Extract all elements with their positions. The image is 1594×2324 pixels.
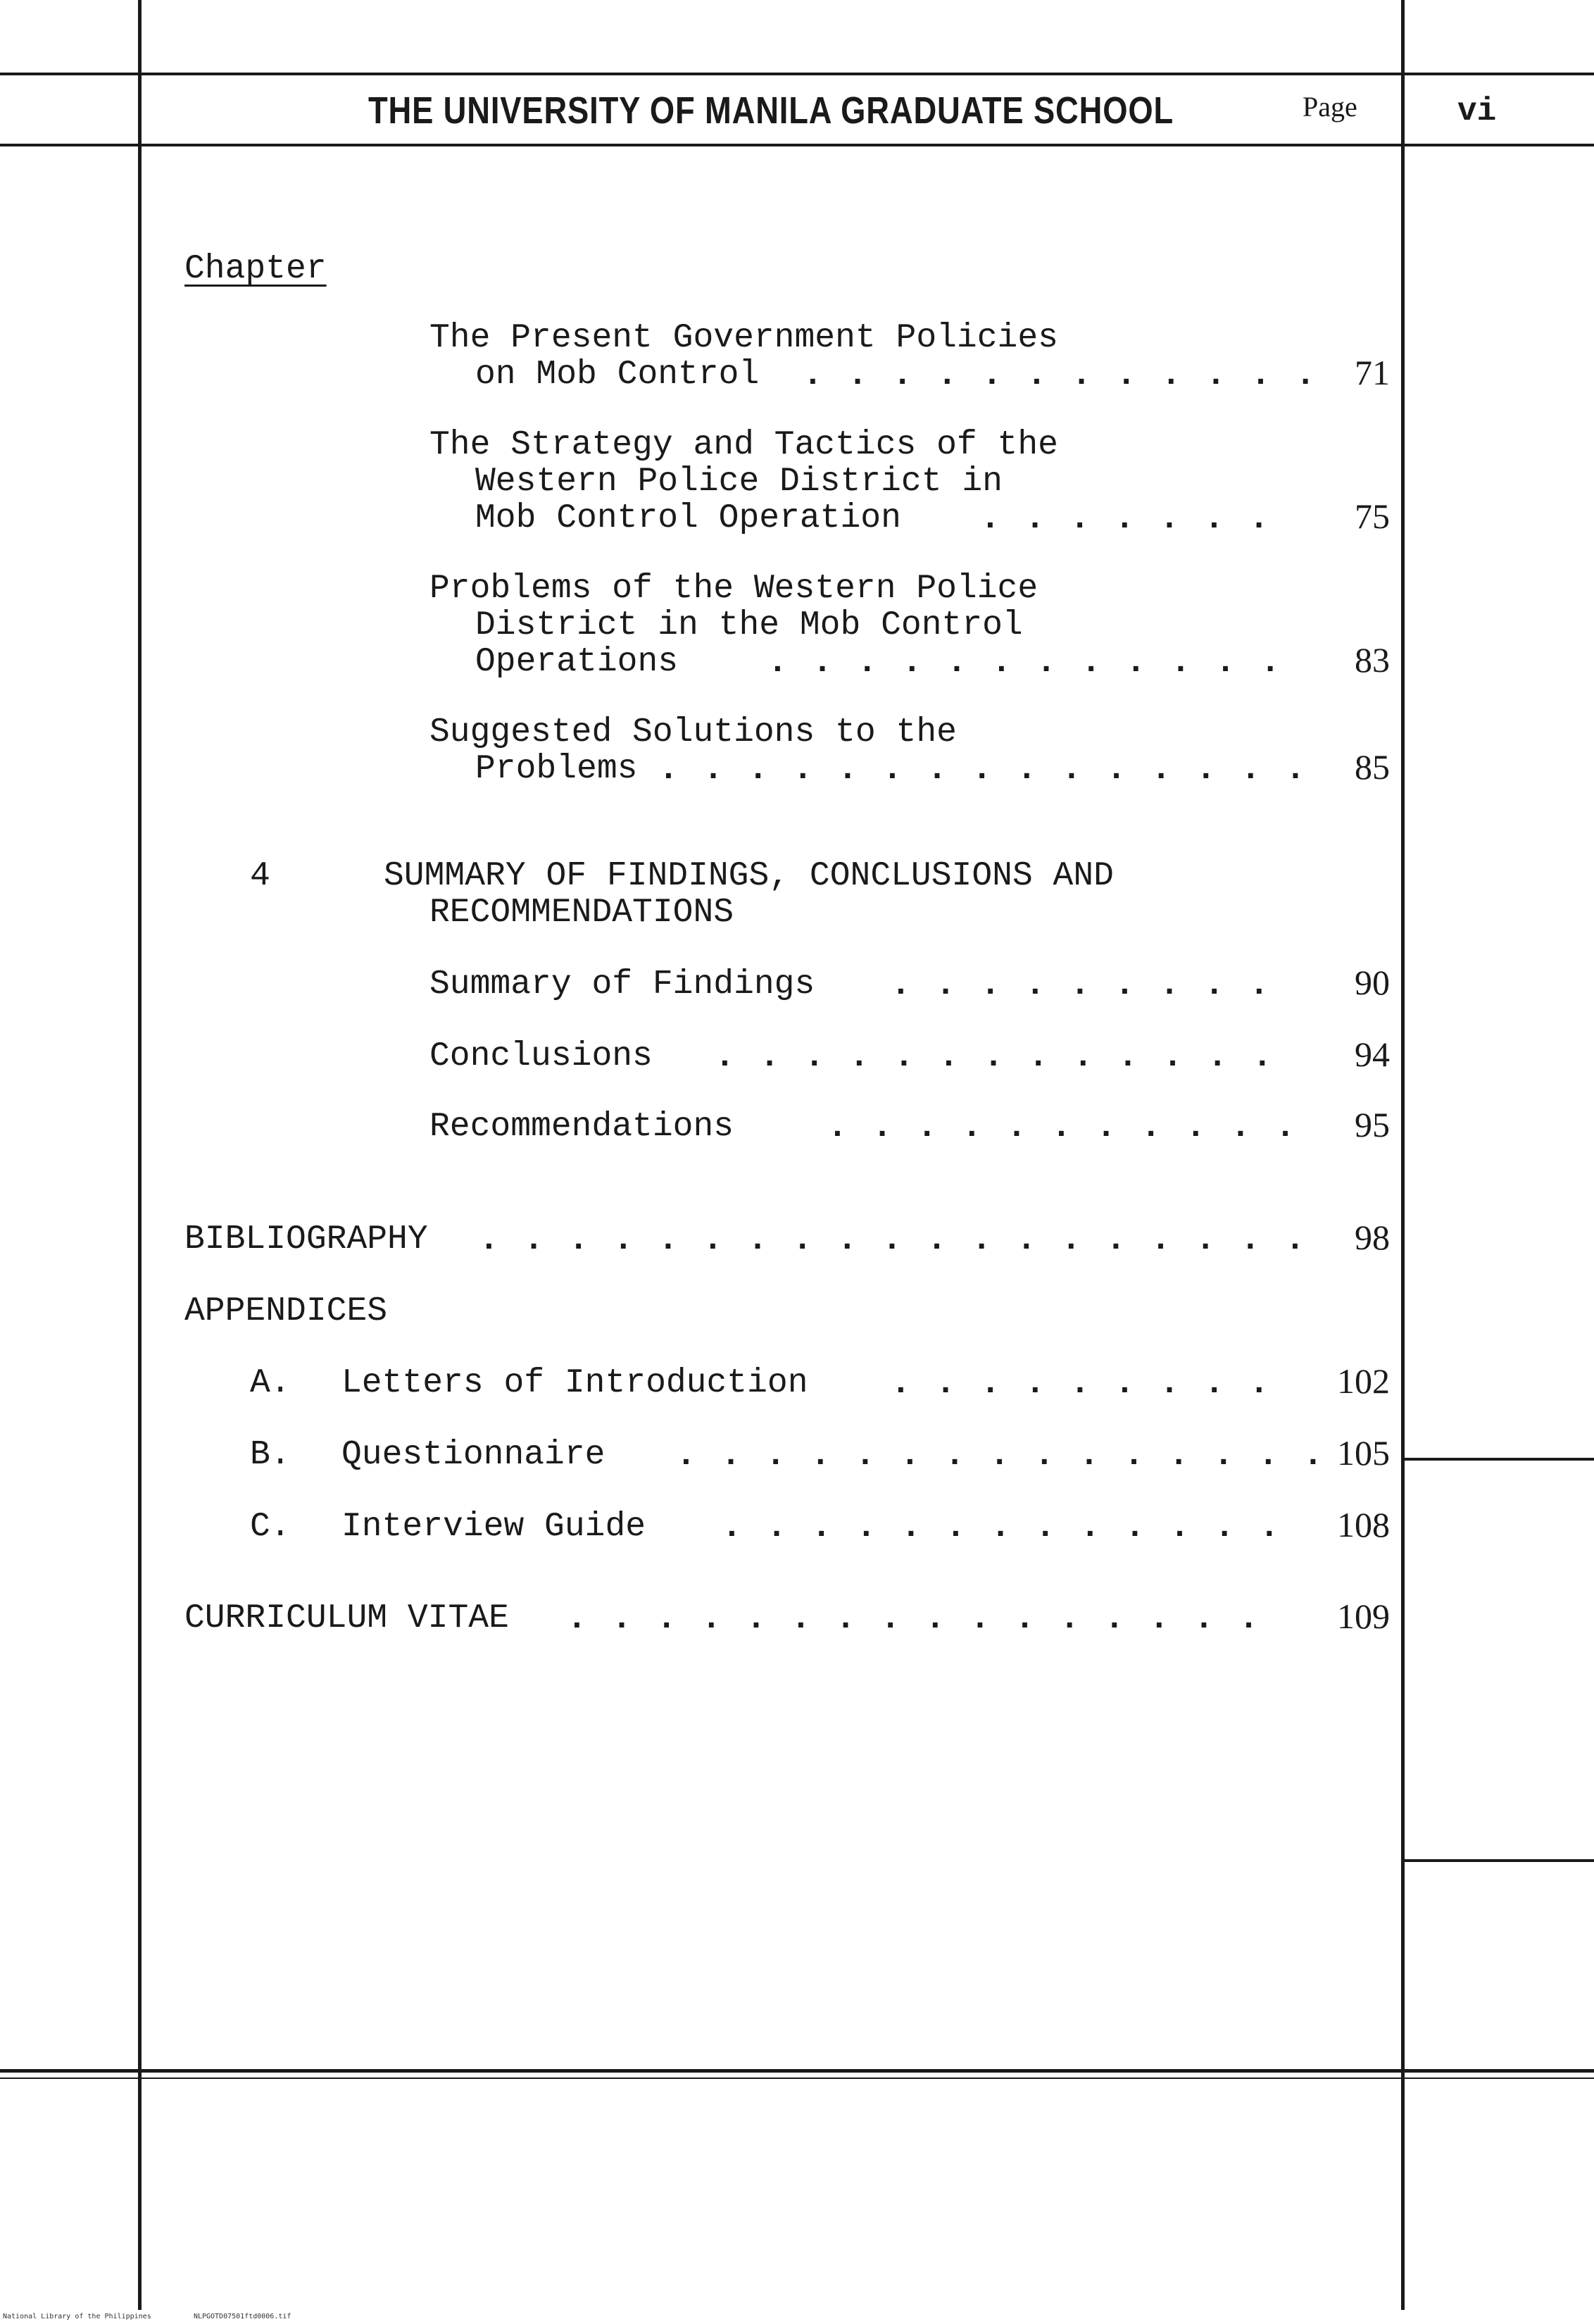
appendix-c-letter: C. [250, 1508, 291, 1546]
leader-dots: . . . . . . . . . . . . . . . . [567, 1600, 1261, 1638]
toc-recommendations-page: 95 [1355, 1105, 1390, 1144]
toc-curriculum-page: 109 [1337, 1597, 1390, 1636]
left-margin-rule [138, 0, 142, 2310]
toc-s3-page: 83 [1355, 640, 1390, 680]
toc-s4-line1: Suggested Solutions to the [429, 713, 957, 751]
appendix-b-label: Questionnaire [341, 1436, 605, 1474]
toc-s2-line3: Mob Control Operation [475, 499, 901, 537]
chapter-heading: Chapter [184, 250, 327, 288]
toc-s2-line2: Western Police District in [475, 463, 1003, 501]
appendix-a-label: Letters of Introduction [341, 1364, 808, 1402]
toc-s4-line2: Problems [475, 750, 638, 788]
leader-dots: . . . . . . . . . . . . . . . [676, 1437, 1326, 1475]
toc-s2-line1: The Strategy and Tactics of the [429, 426, 1058, 464]
toc-summary-label: Summary of Findings [429, 966, 815, 1004]
right-side-rule-1 [1401, 1458, 1594, 1461]
appendix-a-page: 102 [1337, 1361, 1390, 1401]
chapter-4-number: 4 [250, 857, 270, 895]
header-bottom-rule [0, 144, 1594, 146]
leader-dots: . . . . . . . . . . . [827, 1108, 1298, 1147]
toc-s3-line2: District in the Mob Control [475, 606, 1023, 644]
leader-dots: . . . . . . . . . . . . [803, 356, 1318, 394]
toc-appendices-label: APPENDICES [184, 1292, 388, 1330]
header-page-label: Page [1303, 91, 1357, 123]
chapter-4-title-line1: SUMMARY OF FINDINGS, CONCLUSIONS AND [384, 857, 1114, 895]
leader-dots: . . . . . . . . . . . . . . . [658, 751, 1308, 789]
toc-conclusions-label: Conclusions [429, 1037, 653, 1075]
leader-dots: . . . . . . . . . . . . . . . . . . . [479, 1221, 1307, 1259]
header-page-number: vi [1457, 93, 1497, 130]
leader-dots: . . . . . . . . . . . . . [722, 1508, 1282, 1547]
leader-dots: . . . . . . . . . [891, 966, 1272, 1004]
right-margin-rule [1401, 0, 1405, 2310]
footer-note [3, 2313, 291, 2320]
appendix-c-page: 108 [1337, 1505, 1390, 1544]
toc-s3-line1: Problems of the Western Police [429, 570, 1038, 608]
bottom-rule [0, 2069, 1594, 2073]
chapter-4-title-line2: RECOMMENDATIONS [429, 894, 734, 932]
toc-summary-page: 90 [1355, 963, 1390, 1002]
appendix-a-letter: A. [250, 1364, 291, 1402]
toc-s1-line1: The Present Government Policies [429, 319, 1058, 357]
toc-recommendations-label: Recommendations [429, 1108, 734, 1146]
bottom-rule-second [0, 2078, 1594, 2079]
appendix-c-label: Interview Guide [341, 1508, 646, 1546]
leader-dots: . . . . . . . . . [891, 1365, 1272, 1403]
right-side-rule-2 [1401, 1859, 1594, 1862]
toc-conclusions-page: 94 [1355, 1035, 1390, 1074]
toc-s1-line2: on Mob Control [475, 356, 760, 394]
toc-bibliography-page: 98 [1355, 1218, 1390, 1257]
toc-s1-page: 71 [1355, 353, 1390, 392]
appendix-b-page: 105 [1337, 1433, 1390, 1473]
toc-bibliography-label: BIBLIOGRAPHY [184, 1220, 428, 1258]
toc-s2-page: 75 [1355, 496, 1390, 536]
leader-dots: . . . . . . . . . . . . [767, 644, 1283, 682]
leader-dots: . . . . . . . [980, 500, 1272, 538]
toc-curriculum-label: CURRICULUM VITAE [184, 1599, 509, 1637]
footer-library: National Library of the Philippines [3, 2313, 151, 2320]
toc-s3-line3: Operations [475, 643, 679, 681]
leader-dots: . . . . . . . . . . . . . [715, 1038, 1275, 1076]
top-rule [0, 73, 1594, 75]
appendix-b-letter: B. [250, 1436, 291, 1474]
toc-s4-page: 85 [1355, 747, 1390, 787]
footer-file: NLPGOTD07501ftd0006.tif [193, 2313, 291, 2320]
header-title: THE UNIVERSITY OF MANILA GRADUATE SCHOOL [368, 89, 1174, 132]
